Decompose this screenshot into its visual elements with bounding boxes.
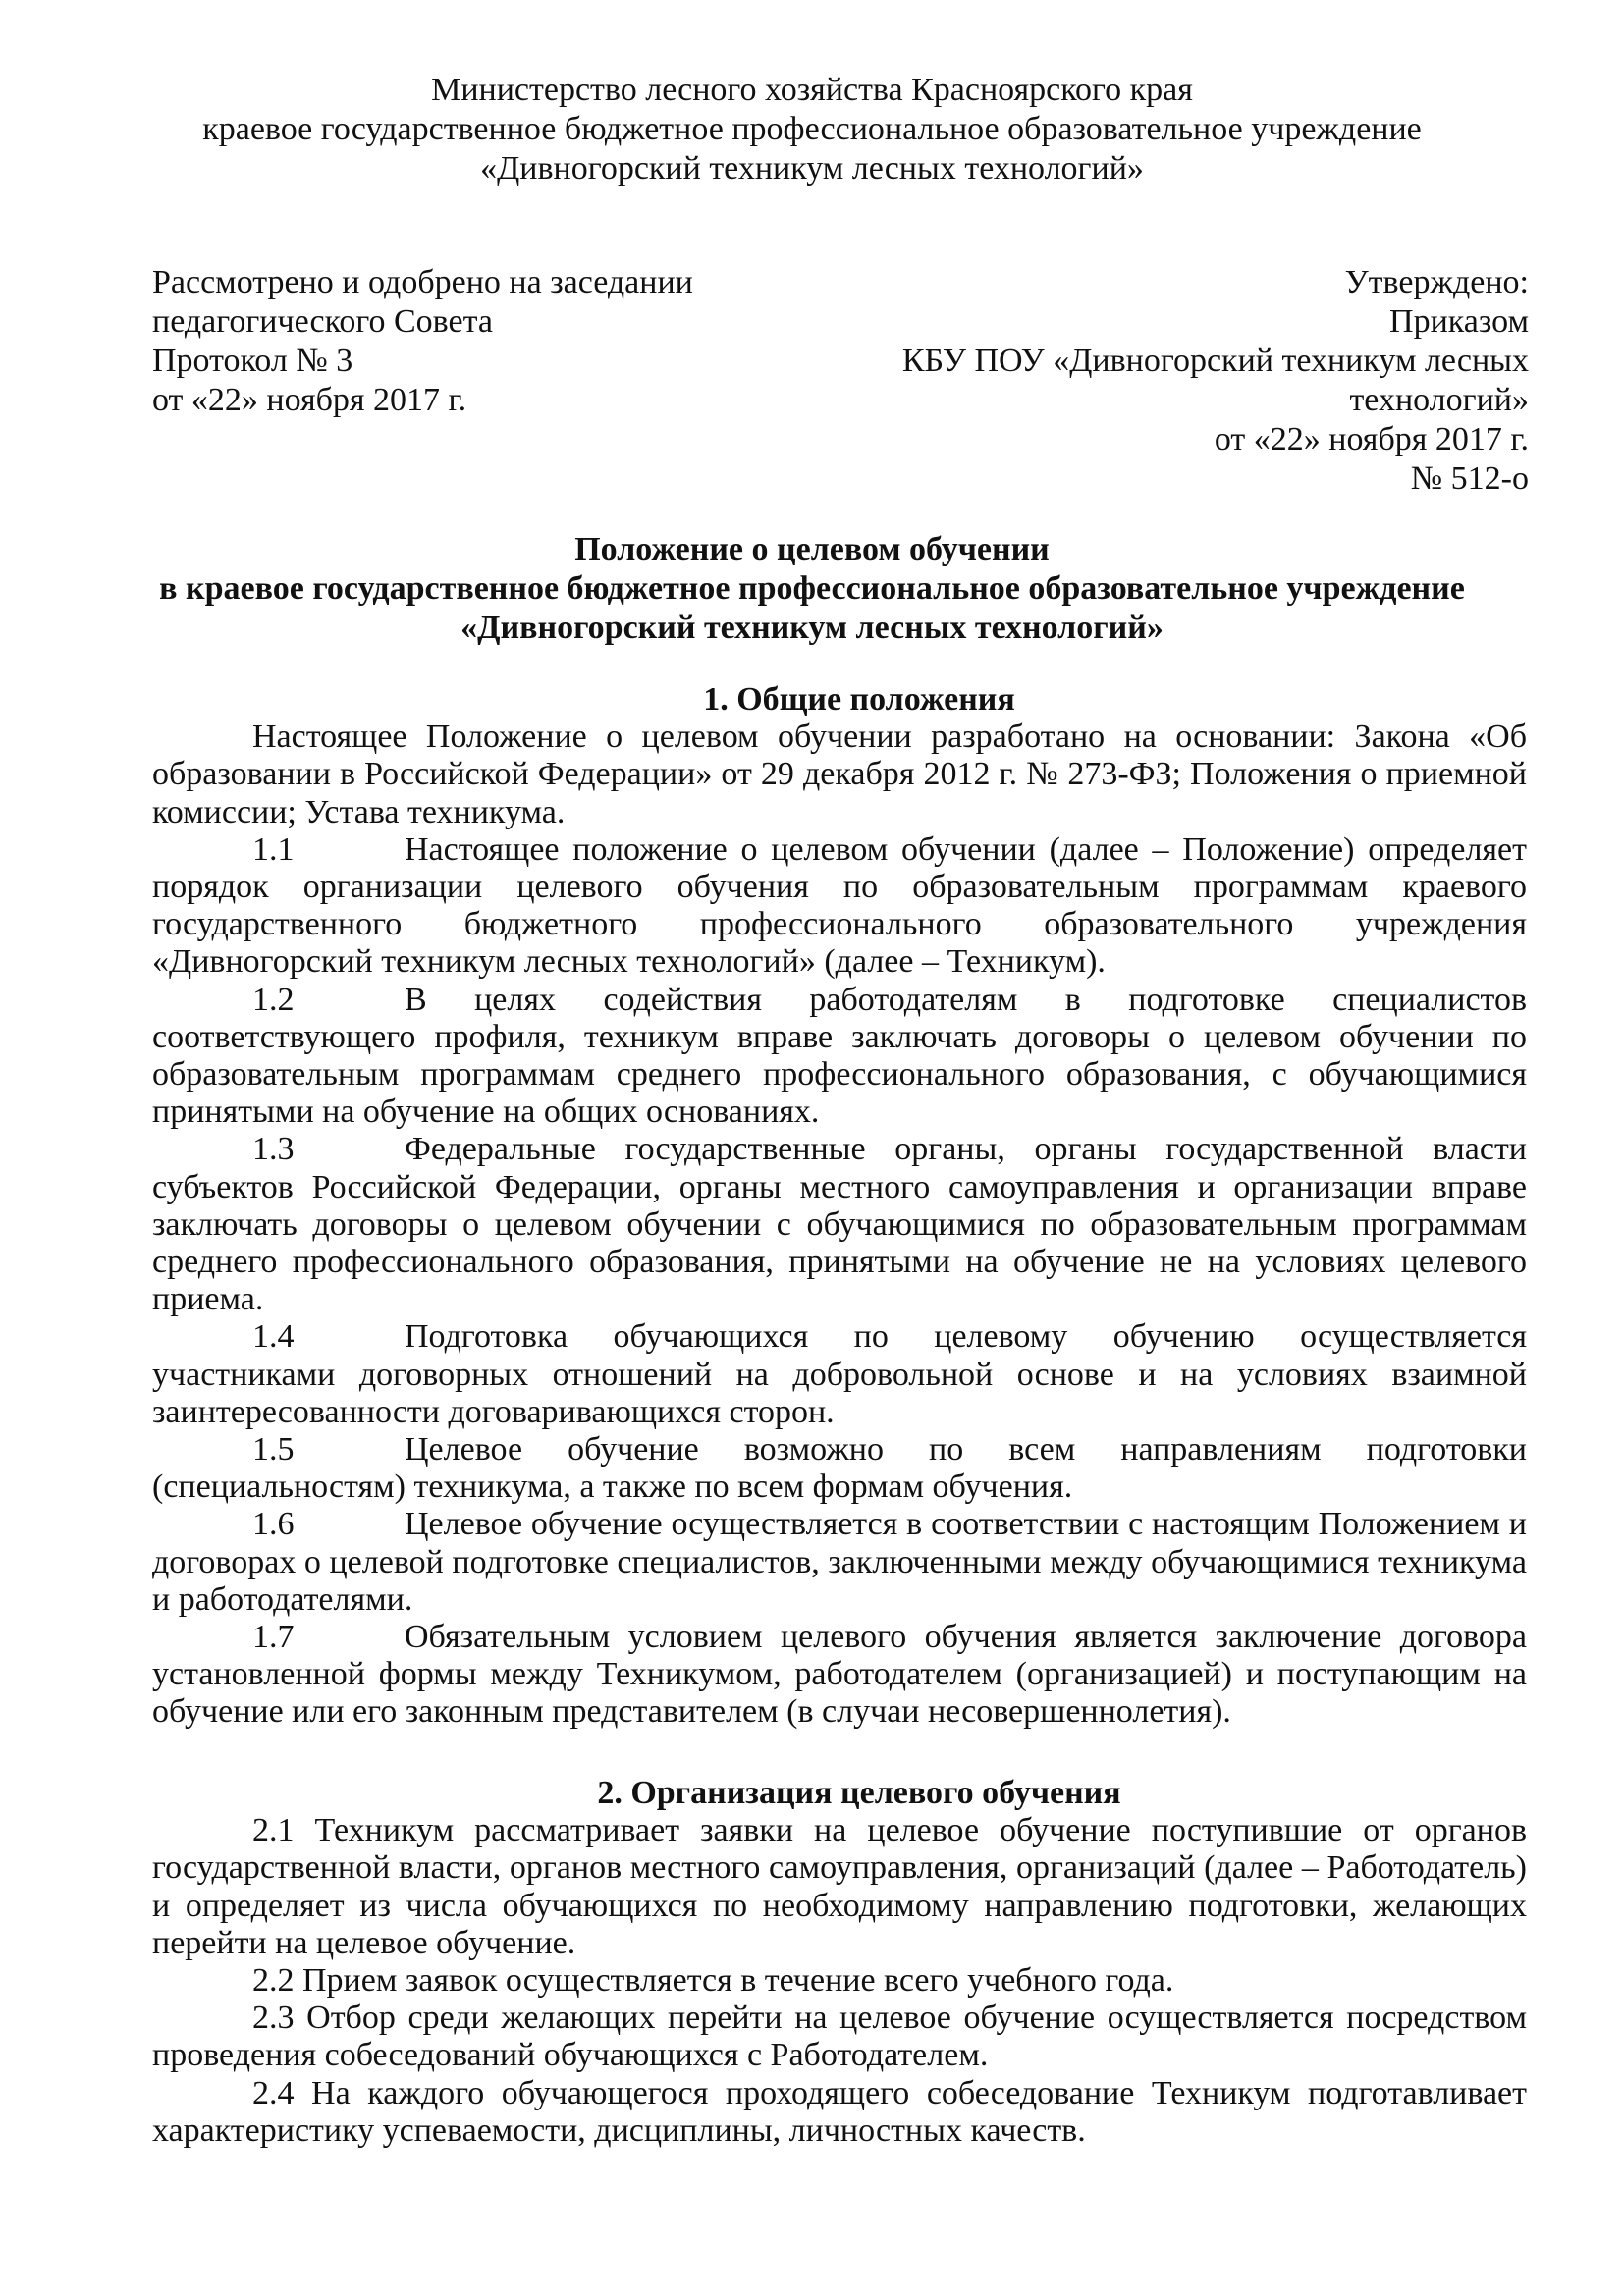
ministry-name: Министерство лесного хозяйства Красноярского края bbox=[431, 72, 1193, 108]
clause-text: Федеральные государственные органы, органы государственной власти субъектов Российской Федерации, органы местного самоуправления и организации вправе заключать договоры о целевом обучении с обучающимися по образовательным программам среднего профессионального образования, принятыми на обучение не на условиях целевого приема. bbox=[152, 1131, 1527, 1318]
title-line-1: Положение о целевом обучении bbox=[574, 531, 1050, 567]
institution-name: «Дивногорский техникум лесных технологий» bbox=[480, 150, 1144, 187]
section-1 bbox=[152, 681, 1527, 1732]
approved-line-1: Утверждено: bbox=[1344, 264, 1529, 300]
considered-line-2: педагогического Совета bbox=[152, 303, 493, 340]
document-header bbox=[0, 71, 1624, 188]
clause-1-3 bbox=[152, 1131, 1527, 1318]
section-1-intro: Настоящее Положение о целевом обучении разработано на основании: Закона «Об образовании в Российской Федерации» от 29 декабря 2012 г. № 273-ФЗ; Положения о приемной комиссии; Устава техникума. bbox=[152, 719, 1527, 830]
clause-text: Подготовка обучающихся по целевому обучению осуществляется участниками договорных отношений на добровольной основе и на условиях взаимной заинтересованности договаривающихся сторон. bbox=[152, 1318, 1527, 1430]
clause-text: В целях содействия работодателям в подготовке специалистов соответствующего профиля, техникум вправе заключать договоры о целевом обучении по образовательным программам среднего профессионального образования, с обучающимися принятыми на обучение на общих основаниях. bbox=[152, 981, 1527, 1131]
clause-2-4: 2.4 На каждого обучающегося проходящего собеседование Техникум подготавливает характеристику успеваемости, дисциплины, личностных качеств. bbox=[152, 2074, 1527, 2149]
approved-date: от «22» ноября 2017 г. bbox=[1214, 421, 1529, 457]
order-number: № 512-о bbox=[1410, 460, 1529, 497]
approved-line-2: Приказом bbox=[1389, 303, 1529, 340]
considered-date: от «22» ноября 2017 г. bbox=[152, 382, 467, 418]
clause-1-1 bbox=[152, 831, 1527, 982]
approved-line-4: технологий» bbox=[1349, 382, 1529, 418]
clause-1-5 bbox=[152, 1431, 1527, 1506]
clause-number: 1.4 bbox=[252, 1318, 295, 1356]
approved-line-3: КБУ ПОУ «Дивногорский техникум лесных bbox=[901, 343, 1529, 379]
title-line-2: в краевое государственное бюджетное профессиональное образовательное учреждение bbox=[159, 570, 1465, 607]
clause-text: Настоящее положение о целевом обучении (далее – Положение) определяет порядок организации целевого обучения по образовательным программам краевого государственного бюджетного профессионального образовательного учреждения «Дивногорский техникум лесных технологий» (далее – Техникум). bbox=[152, 830, 1527, 981]
clause-number: 1.6 bbox=[252, 1506, 295, 1543]
section-1-heading: 1. Общие положения bbox=[703, 681, 1015, 718]
clause-2-3: 2.3 Отбор среди желающих перейти на целевое обучение осуществляется посредством проведения собеседований обучающихся с Работодателем. bbox=[152, 2000, 1527, 2074]
clause-2-2: 2.2 Прием заявок осуществляется в течение всего учебного года. bbox=[252, 1962, 1174, 2000]
clause-1-4 bbox=[152, 1318, 1527, 1431]
section-2 bbox=[152, 1775, 1527, 2150]
considered-block bbox=[152, 263, 693, 420]
clause-number: 1.3 bbox=[252, 1131, 295, 1168]
title-line-3: «Дивногорский техникум лесных технологий» bbox=[460, 610, 1164, 646]
approved-block bbox=[902, 263, 1529, 499]
clause-1-2 bbox=[152, 982, 1527, 1132]
clause-number: 1.5 bbox=[252, 1431, 295, 1468]
clause-number: 1.7 bbox=[252, 1619, 295, 1656]
clause-1-6 bbox=[152, 1506, 1527, 1619]
clause-2-1: 2.1 Техникум рассматривает заявки на целевое обучение поступившие от органов государственной власти, органов местного самоуправления, организаций (далее – Работодатель) и определяет из числа обучающихся по необходимому направлению подготовки, желающих перейти на целевое обучение. bbox=[152, 1812, 1527, 1961]
clause-text: Целевое обучение возможно по всем направлениям подготовки (специальностям) техникума, а также по всем формам обучения. bbox=[152, 1431, 1527, 1506]
clause-1-7 bbox=[152, 1619, 1527, 1732]
protocol-number: Протокол № 3 bbox=[152, 343, 353, 379]
clause-text: Обязательным условием целевого обучения является заключение договора установленной формы между Техникумом, работодателем (организацией) и поступающим на обучение или его законным представителем (в случаи несовершеннолетия). bbox=[152, 1619, 1527, 1731]
clause-number: 1.2 bbox=[252, 981, 295, 1018]
document-title bbox=[0, 530, 1624, 648]
institution-type: краевое государственное бюджетное профессиональное образовательное учреждение bbox=[202, 111, 1422, 147]
considered-line-1: Рассмотрено и одобрено на заседании bbox=[152, 264, 693, 300]
clause-number: 1.1 bbox=[252, 830, 295, 868]
section-2-heading: 2. Организация целевого обучения bbox=[597, 1775, 1121, 1811]
clause-text: Целевое обучение осуществляется в соответствии с настоящим Положением и договорах о целевой подготовке специалистов, заключенными между обучающимися техникума и работодателями. bbox=[152, 1506, 1527, 1618]
